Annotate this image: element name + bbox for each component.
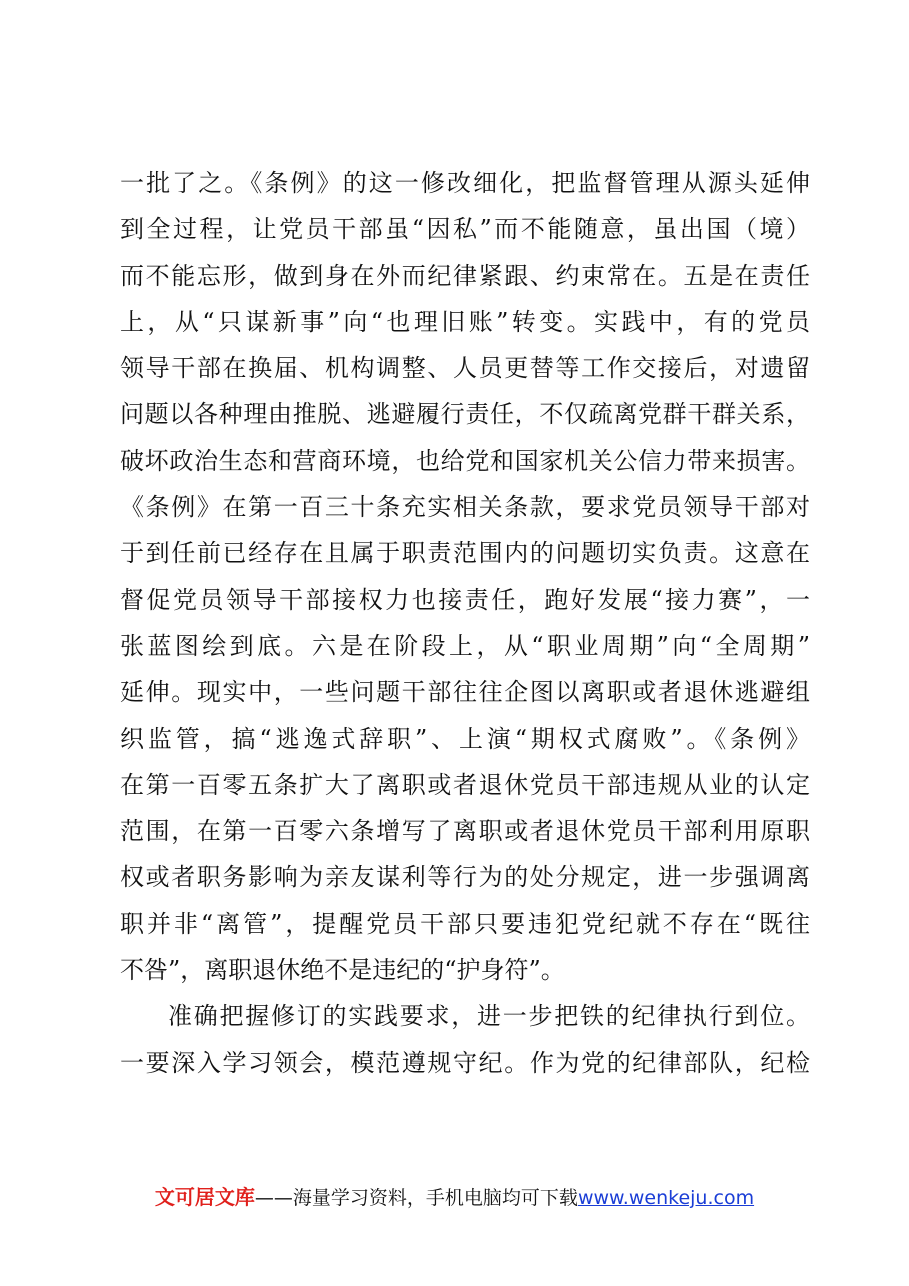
text-line: 张蓝图绘到底。六是在阶段上，从“职业周期”向“全周期” [120, 631, 810, 660]
text-line: 破坏政治生态和营商环境，也给党和国家机关公信力带来损害。 [120, 446, 810, 475]
text-line: 一要深入学习领会，模范遵规守纪。作为党的纪律部队，纪检 [120, 1048, 810, 1077]
text-line: 权或者职务影响为亲友谋利等行为的处分规定，进一步强调离 [120, 863, 810, 892]
text-line: 延伸。现实中，一些问题干部往往企图以离职或者退休逃避组 [120, 678, 810, 707]
text-line: 督促党员领导干部接权力也接责任，跑好发展“接力赛”，一 [120, 585, 810, 614]
text-line: 准确把握修订的实践要求，进一步把铁的纪律执行到位。 [168, 1002, 810, 1031]
footer-tagline: ——海量学习资料，手机电脑均可下载 [254, 1187, 578, 1209]
text-line: 到全过程，让党员干部虽“因私”而不能随意，虽出国（境） [120, 215, 810, 244]
body-text [120, 160, 810, 1086]
text-line: 《条例》在第一百三十条充实相关条款，要求党员领导干部对 [120, 493, 810, 522]
text-line: 上，从“只谋新事”向“也理旧账”转变。实践中，有的党员 [120, 307, 810, 336]
text-line: 于到任前已经存在且属于职责范围内的问题切实负责。这意在 [120, 539, 810, 568]
text-line: 一批了之。《条例》的这一修改细化，把监督管理从源头延伸 [120, 169, 810, 197]
website-link[interactable]: www.wenkeju.com [577, 1187, 755, 1209]
text-line: 在第一百零五条扩大了离职或者退休党员干部违规从业的认定 [120, 770, 810, 799]
text-line: 而不能忘形，做到身在外而纪律紧跟、约束常在。五是在责任 [120, 261, 810, 290]
text-line: 问题以各种理由推脱、逃避履行责任，不仅疏离党群干群关系， [120, 400, 810, 429]
footer-banner [0, 1183, 909, 1212]
brand-name: 文可居文库 [154, 1185, 255, 1209]
text-line: 范围，在第一百零六条增写了离职或者退休党员干部利用原职 [120, 817, 810, 846]
text-line: 职并非“离管”，提醒党员干部只要违犯党纪就不存在“既往 [120, 909, 810, 938]
text-line: 织监管，搞“逃逸式辞职”、上演“期权式腐败”。《条例》 [120, 724, 810, 753]
text-line: 领导干部在换届、机构调整、人员更替等工作交接后，对遗留 [120, 354, 810, 383]
text-line: 不咎”，离职退休绝不是违纪的“护身符”。 [120, 956, 565, 985]
